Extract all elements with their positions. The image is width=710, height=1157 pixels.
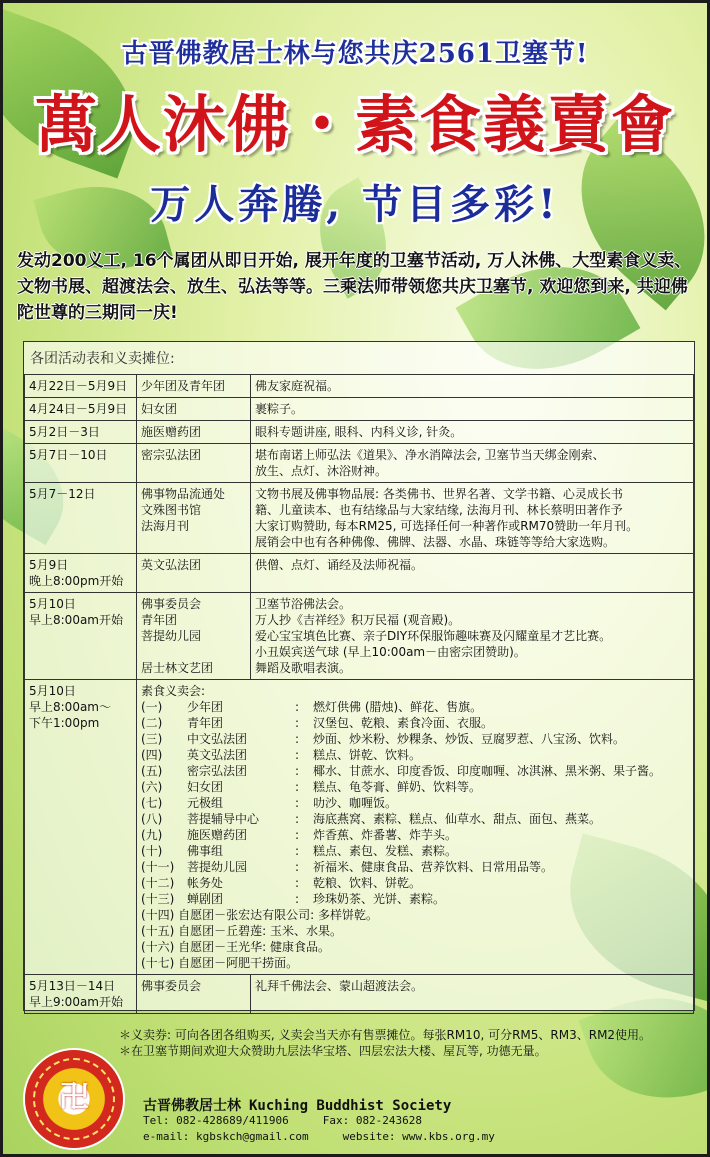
sale-extra-item: (十四) 自愿团－张宏达有限公司: 多样饼乾。 xyxy=(141,908,379,922)
sale-item-org: 蝉剧团 xyxy=(187,892,224,906)
row-group-line: 佛事物品流通处 xyxy=(141,487,226,501)
sale-item-colon: : xyxy=(295,780,300,794)
row-group-line: 文殊图书馆 xyxy=(141,503,202,517)
sale-item-colon: : xyxy=(295,876,300,890)
sale-item-org: 中文弘法团 xyxy=(187,732,248,746)
row-date xyxy=(25,554,137,593)
slogan: 万人奔腾, 节目多彩! xyxy=(150,181,560,228)
sale-item-goods: 乾粮、饮料、饼乾。 xyxy=(313,876,422,890)
row-date xyxy=(25,444,137,483)
row-date xyxy=(25,421,137,444)
sale-item-num: (四) xyxy=(141,748,163,762)
sale-item-colon: : xyxy=(295,892,300,906)
table-row xyxy=(25,554,694,593)
schedule-title: 各团活动表和义卖摊位: xyxy=(30,351,175,367)
sale-item-org: 妇女团 xyxy=(187,780,224,794)
row-desc-line: 堪布南诺上师弘法《道果》、净水消障法会, 卫塞节当天绑金刚索、 xyxy=(255,448,605,462)
row-desc xyxy=(251,398,694,421)
sale-item-org: 少年团 xyxy=(187,700,224,714)
row-group xyxy=(137,975,251,1014)
sale-extra-item: (十六) 自愿团－王光华: 健康食品。 xyxy=(141,940,331,954)
note-sponsor: ＊在卫塞节期间欢迎大众赞助九层法华宝塔、四层宏法大楼、屋瓦等, 功德无量。 xyxy=(119,1044,547,1058)
row-date-line: 5月10日 xyxy=(29,597,76,611)
sale-item xyxy=(141,699,689,715)
row-group-line: 妇女团 xyxy=(141,402,178,416)
notes xyxy=(23,1027,693,1059)
main-title: 萬人沐佛・素食義賣會 xyxy=(34,88,675,161)
sale-item xyxy=(141,859,689,875)
row-desc-line: 眼科专题讲座, 眼科、内科义诊, 针灸。 xyxy=(255,425,463,439)
fax: Fax: 082-243628 xyxy=(322,1114,423,1127)
row-group-line: 密宗弘法团 xyxy=(141,448,202,462)
row-date-line: 晚上8:00pm开始 xyxy=(29,574,124,588)
row-group-line: 居士林文艺团 xyxy=(141,661,214,675)
row-desc-line: 万人抄《吉祥经》积万民福 (观音殿)。 xyxy=(255,613,461,627)
sale-item-goods: 椰水、甘蔗水、印度香饭、印度咖喱、冰淇淋、黑米粥、果子酱。 xyxy=(313,764,662,778)
table-row xyxy=(25,444,694,483)
row-date xyxy=(25,375,137,398)
row-date xyxy=(25,398,137,421)
row-desc-line: 裹粽子。 xyxy=(255,402,304,416)
sale-item-goods: 珍珠奶茶、光饼、素粽。 xyxy=(313,892,446,906)
sale-item-num: (十) xyxy=(141,844,163,858)
row-date-line: 早上8:00am开始 xyxy=(29,613,123,627)
contact-phone-line xyxy=(143,1114,422,1127)
row-desc xyxy=(251,444,694,483)
sale-item-goods: 炸香蕉、炸番薯、炸芋头。 xyxy=(313,828,458,842)
row-date-line: 5月9日 xyxy=(29,558,69,572)
org-name-en: Kuching Buddhist Society xyxy=(249,1098,452,1114)
sale-item-org: 菩提幼儿园 xyxy=(187,860,248,874)
sale-item-goods: 糕点、素包、发糕、素粽。 xyxy=(313,844,458,858)
row-group xyxy=(137,444,251,483)
row-group xyxy=(137,398,251,421)
row-desc-line: 舞蹈及歌唱表演。 xyxy=(255,661,352,675)
row-desc xyxy=(251,375,694,398)
sale-item-colon: : xyxy=(295,716,300,730)
table-row xyxy=(25,375,694,398)
row-date-line: 4月22日－5月9日 xyxy=(29,379,128,393)
row-group-line: 佛事委员会 xyxy=(141,979,202,993)
row-group xyxy=(137,554,251,593)
row-date-line: 5月13日－14日 xyxy=(29,979,116,993)
sale-item-goods: 炒面、炒米粉、炒粿条、炒饭、豆腐罗惹、八宝汤、饮料。 xyxy=(313,732,626,746)
row-date-line: 5月7日－10日 xyxy=(29,448,108,462)
sale-item-num: (八) xyxy=(141,812,163,826)
sale-item-colon: : xyxy=(295,812,300,826)
sale-item-colon: : xyxy=(295,796,300,810)
sale-item-goods: 糕点、饼乾、饮料。 xyxy=(313,748,422,762)
row-group-line: 菩提幼儿园 xyxy=(141,629,202,643)
row-date-line: 下午1:00pm xyxy=(29,716,100,730)
sale-heading: 素食义卖会: xyxy=(141,684,206,698)
org-name-cn: 古晋佛教居士林 xyxy=(143,1098,241,1114)
sale-item-colon: : xyxy=(295,764,300,778)
row-desc xyxy=(251,975,694,1014)
row-desc-line: 礼拜千佛法会、蒙山超渡法会。 xyxy=(255,979,424,993)
sale-item-num: (二) xyxy=(141,716,163,730)
sale-item-colon: : xyxy=(295,748,300,762)
contact-web-line xyxy=(143,1130,495,1143)
sale-item-org: 佛事组 xyxy=(187,844,224,858)
table-row xyxy=(25,483,694,554)
row-group xyxy=(137,483,251,554)
row-desc-line: 小丑娱宾送气球 (早上10:00am－由密宗团赞助)。 xyxy=(255,645,526,659)
row-date xyxy=(25,975,137,1014)
sale-item xyxy=(141,779,689,795)
row-desc-line: 文物书展及佛事物品展: 各类佛书、世界名著、文学书籍、心灵成长书 xyxy=(255,487,623,501)
sale-extra-item: (十五) 自愿团－丘碧莲: 玉米、水果。 xyxy=(141,924,343,938)
row-desc-line: 籍、儿童读本、也有结缘品与大家结缘, 法海月刊、林长蔡明田著作予 xyxy=(255,503,623,517)
sale-item-org: 施医赠药团 xyxy=(187,828,248,842)
sale-item-colon: : xyxy=(295,844,300,858)
sale-item-colon: : xyxy=(295,860,300,874)
sale-item-org: 密宗弘法团 xyxy=(187,764,248,778)
row-group-line: 施医赠药团 xyxy=(141,425,202,439)
sale-item-num: (九) xyxy=(141,828,163,842)
sale-item xyxy=(141,763,689,779)
row-desc xyxy=(251,593,694,680)
header-line-1: 古晋佛教居士林与您共庆2561卫塞节! xyxy=(121,39,589,69)
row-group xyxy=(137,421,251,444)
tel: Tel: 082-428689/411906 xyxy=(143,1114,289,1127)
row-date-line: 4月24日－5月9日 xyxy=(29,402,128,416)
row-group xyxy=(137,593,251,680)
row-date-line: 早上9:00am开始 xyxy=(29,995,123,1009)
row-desc-line: 供僧、点灯、诵经及法师祝福。 xyxy=(255,558,424,572)
row-date-line: 5月2日－3日 xyxy=(29,425,100,439)
row-group-line: 法海月刊 xyxy=(141,519,190,533)
sale-item-num: (十二) xyxy=(141,876,175,890)
schedule-table xyxy=(24,374,694,1014)
table-row xyxy=(25,975,694,1014)
row-date xyxy=(25,483,137,554)
sale-item xyxy=(141,747,689,763)
row-desc-line: 展销会中也有各种佛像、佛牌、法器、水晶、珠链等等给大家选购。 xyxy=(255,535,616,549)
sale-item-num: (六) xyxy=(141,780,163,794)
schedule-box xyxy=(23,341,695,1011)
sale-item-num: (三) xyxy=(141,732,163,746)
sale-item-org: 青年团 xyxy=(187,716,224,730)
swastika-icon: 卍 xyxy=(59,1080,89,1115)
row-desc xyxy=(251,554,694,593)
row-date-line: 5月10日 xyxy=(29,684,76,698)
sale-item-colon: : xyxy=(295,828,300,842)
sale-item-goods: 祈福米、健康食品、营养饮料、日常用品等。 xyxy=(313,860,554,874)
sale-item-num: (五) xyxy=(141,764,163,778)
row-group-line: 英文弘法团 xyxy=(141,558,202,572)
table-row xyxy=(25,593,694,680)
row-group xyxy=(137,375,251,398)
row-desc xyxy=(251,421,694,444)
sale-item-goods: 海底燕窝、素粽、糕点、仙草水、甜点、面包、燕菜。 xyxy=(313,812,602,826)
sale-item xyxy=(141,731,689,747)
table-row xyxy=(25,421,694,444)
sale-list xyxy=(137,680,694,975)
sale-item-goods: 糕点、龟苓膏、鲜奶、饮料等。 xyxy=(313,780,482,794)
sale-item-colon: : xyxy=(295,732,300,746)
sale-item-org: 帐务处 xyxy=(187,876,224,890)
sale-item xyxy=(141,795,689,811)
sale-item xyxy=(141,843,689,859)
row-desc-line: 大家订购赞助, 每本RM25, 可选择任何一种著作或RM70赞助一年月刊。 xyxy=(255,519,639,533)
table-row-sale xyxy=(25,680,694,975)
sale-item-goods: 燃灯供佛 (腊烛)、鲜花、售旗。 xyxy=(313,700,483,714)
row-desc-line: 放生、点灯、沐浴财神。 xyxy=(255,464,388,478)
sale-extra-item: (十七) 自愿团－阿肥干捞面。 xyxy=(141,956,299,970)
row-group-line: 佛事委员会 xyxy=(141,597,202,611)
sale-item-num: (七) xyxy=(141,796,163,810)
sale-item-goods: 汉堡包、乾粮、素食冷面、衣服。 xyxy=(313,716,494,730)
sale-item-num: (一) xyxy=(141,700,163,714)
row-group-line: 少年团及青年团 xyxy=(141,379,226,393)
org-name xyxy=(143,1095,451,1115)
row-date xyxy=(25,593,137,680)
sale-item xyxy=(141,827,689,843)
row-date-line: 5月7－12日 xyxy=(29,487,96,501)
sale-item-goods: 叻沙、咖喱饭。 xyxy=(313,796,398,810)
email[interactable]: e-mail: kgbskch@gmail.com xyxy=(143,1130,309,1143)
row-date-line: 早上8:00am～ xyxy=(29,700,111,714)
sale-item xyxy=(141,811,689,827)
note-voucher: ＊义卖券: 可向各团各组购买, 义卖会当天亦有售票摊位。每张RM10, 可分RM5、RM3、RM2使用。 xyxy=(119,1028,652,1042)
sale-item-colon: : xyxy=(295,700,300,714)
website-link[interactable]: website: www.kbs.org.my xyxy=(342,1130,495,1143)
row-desc-line: 卫塞节浴佛法会。 xyxy=(255,597,352,611)
row-desc-line: 爱心宝宝填色比赛、亲子DIY环保服饰趣味赛及闪耀童星才艺比赛。 xyxy=(255,629,612,643)
sale-item-org: 英文弘法团 xyxy=(187,748,248,762)
row-desc xyxy=(251,483,694,554)
intro-paragraph: 发动200义工, 16个属团从即日开始, 展开年度的卫塞节活动, 万人沐佛、大型素食义卖、文物书展、超渡法会、放生、弘法等等。三乘法师带领您共庆卫塞节, 欢迎您到来, 共迎佛陀世尊的三期同一庆! xyxy=(17,251,692,323)
sale-item xyxy=(141,891,689,907)
row-group-line: 青年团 xyxy=(141,613,178,627)
sale-item-num: (十一) xyxy=(141,860,175,874)
society-logo xyxy=(25,1050,123,1148)
sale-item xyxy=(141,875,689,891)
sale-item-org: 元极组 xyxy=(187,796,224,810)
sale-item-num: (十三) xyxy=(141,892,175,906)
row-group-line xyxy=(141,644,246,660)
row-date xyxy=(25,680,137,975)
table-row xyxy=(25,398,694,421)
sale-item-org: 菩提辅导中心 xyxy=(187,812,260,826)
row-desc-line: 佛友家庭祝福。 xyxy=(255,379,340,393)
sale-item xyxy=(141,715,689,731)
